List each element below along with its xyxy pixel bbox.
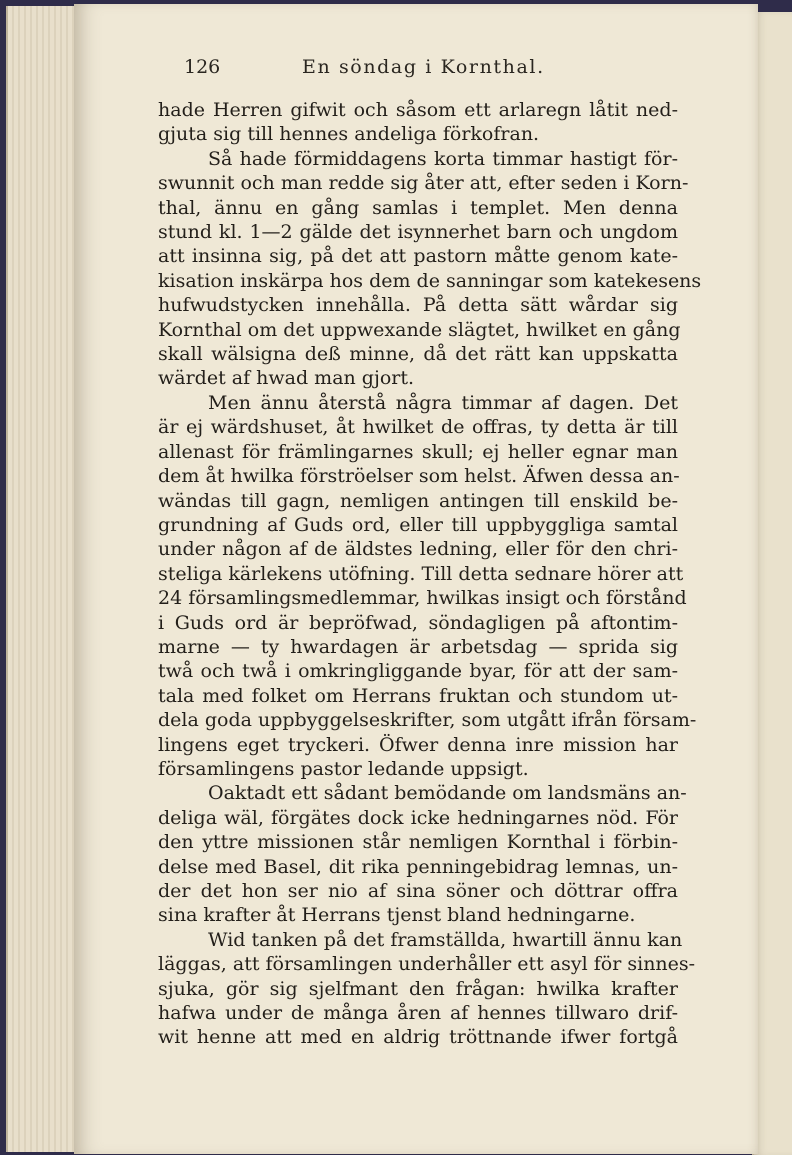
text-line: att insinna sig, på det att pastorn måtte genom kate- (158, 245, 678, 268)
text-line: skall wälsigna deß minne, då det rätt kan uppskatta (158, 343, 678, 366)
text-line: hade Herren gifwit och såsom ett arlaregn låtit ned- (158, 99, 678, 121)
paragraph (158, 928, 696, 1050)
text-line: hufwudstycken innehålla. På detta sätt wårdar sig (158, 294, 678, 317)
paragraph (158, 147, 702, 391)
text-line: stund kl. 1—2 gälde det isynnerhet barn och ungdom (158, 221, 678, 244)
text-line: är ej wärdshuset, åt hwilket de offras, ty detta är till (158, 416, 678, 439)
text-line: marne — ty hwardagen är arbetsdag — sprida sig (158, 635, 678, 658)
body-text (158, 98, 702, 1050)
text-line: 24 församlingsmedlemmar, hwilkas insigt och förstånd (158, 587, 687, 610)
text-line: Oaktadt ett sådant bemödande om landsmäns an- (208, 782, 687, 805)
text-line: wändas till gagn, nemligen antingen till enskild be- (158, 489, 678, 512)
text-line: i Guds ord är bepröfwad, söndagligen på aftontim- (158, 611, 678, 634)
text-line: Wid tanken på det framställda, hwartill ännu kan (208, 928, 683, 951)
paragraph (158, 781, 687, 927)
paragraph (158, 98, 678, 147)
text-line: hafwa under de många åren af hennes tillwaro drif- (158, 1002, 678, 1025)
text-line: twå och twå i omkringliggande byar, för att der sam- (158, 660, 678, 683)
text-line: Men ännu återstå några timmar af dagen. Det (208, 391, 678, 414)
text-line: delse med Basel, dit rika penningebidrag lemnas, un- (158, 855, 678, 878)
text-line: tala med folket om Herrans fruktan och stundom ut- (158, 684, 678, 707)
text-line: dem åt hwilka förströelser som helst. Äfwen dessa an- (158, 465, 680, 488)
text-line: thal, ännu en gång samlas i templet. Men denna (158, 196, 678, 219)
text-line: läggas, att församlingen underhåller ett asyl för sinnes- (158, 953, 696, 976)
text-line: Kornthal om det uppwexande slägtet, hwilket en gång (158, 318, 681, 341)
text-line: steliga kärlekens utöfning. Till detta sednare hörer att (158, 562, 684, 585)
paragraph (158, 391, 697, 782)
text-line: församlingens pastor ledande uppsigt. (158, 757, 529, 780)
text-line: under någon af de äldstes ledning, eller för den chri- (158, 538, 678, 561)
page-header (184, 56, 684, 86)
text-line: kisation inskärpa hos dem de sanningar som katekesens (158, 269, 702, 292)
text-line: lingens eget tryckeri. Öfwer denna inre mission har (158, 733, 678, 756)
text-line: allenast för främlingarnes skull; ej heller egnar man (158, 440, 678, 463)
text-line: grundning af Guds ord, eller till uppbyggliga samtal (158, 513, 678, 536)
text-line: den yttre missionen står nemligen Kornthal i förbin- (158, 831, 678, 854)
text-line: dela goda uppbyggelseskrifter, som utgått ifrån försam- (158, 709, 697, 732)
text-line: sjuka, gör sig sjelfmant den frågan: hwilka krafter (158, 977, 678, 1000)
running-title: En söndag i Kornthal. (302, 56, 545, 78)
text-line: wärdet af hwad man gjort. (158, 367, 415, 390)
text-line: swunnit och man redde sig åter att, efter seden i Korn- (158, 172, 689, 195)
next-page-edge (752, 12, 792, 1155)
text-line: gjuta sig till hennes andeliga förkofran. (158, 123, 540, 146)
text-line: sina krafter åt Herrans tjenst bland hedningarne. (158, 904, 636, 927)
text-line: der det hon ser nio af sina söner och döttrar offra (158, 880, 678, 902)
text-line: deliga wäl, förgätes dock icke hedningarnes nöd. För (158, 806, 678, 829)
text-line: wit henne att med en aldrig tröttnande ifwer fortgå (158, 1026, 678, 1049)
page-number: 126 (184, 56, 221, 78)
text-line: Så hade förmiddagens korta timmar hastigt för- (208, 147, 678, 170)
